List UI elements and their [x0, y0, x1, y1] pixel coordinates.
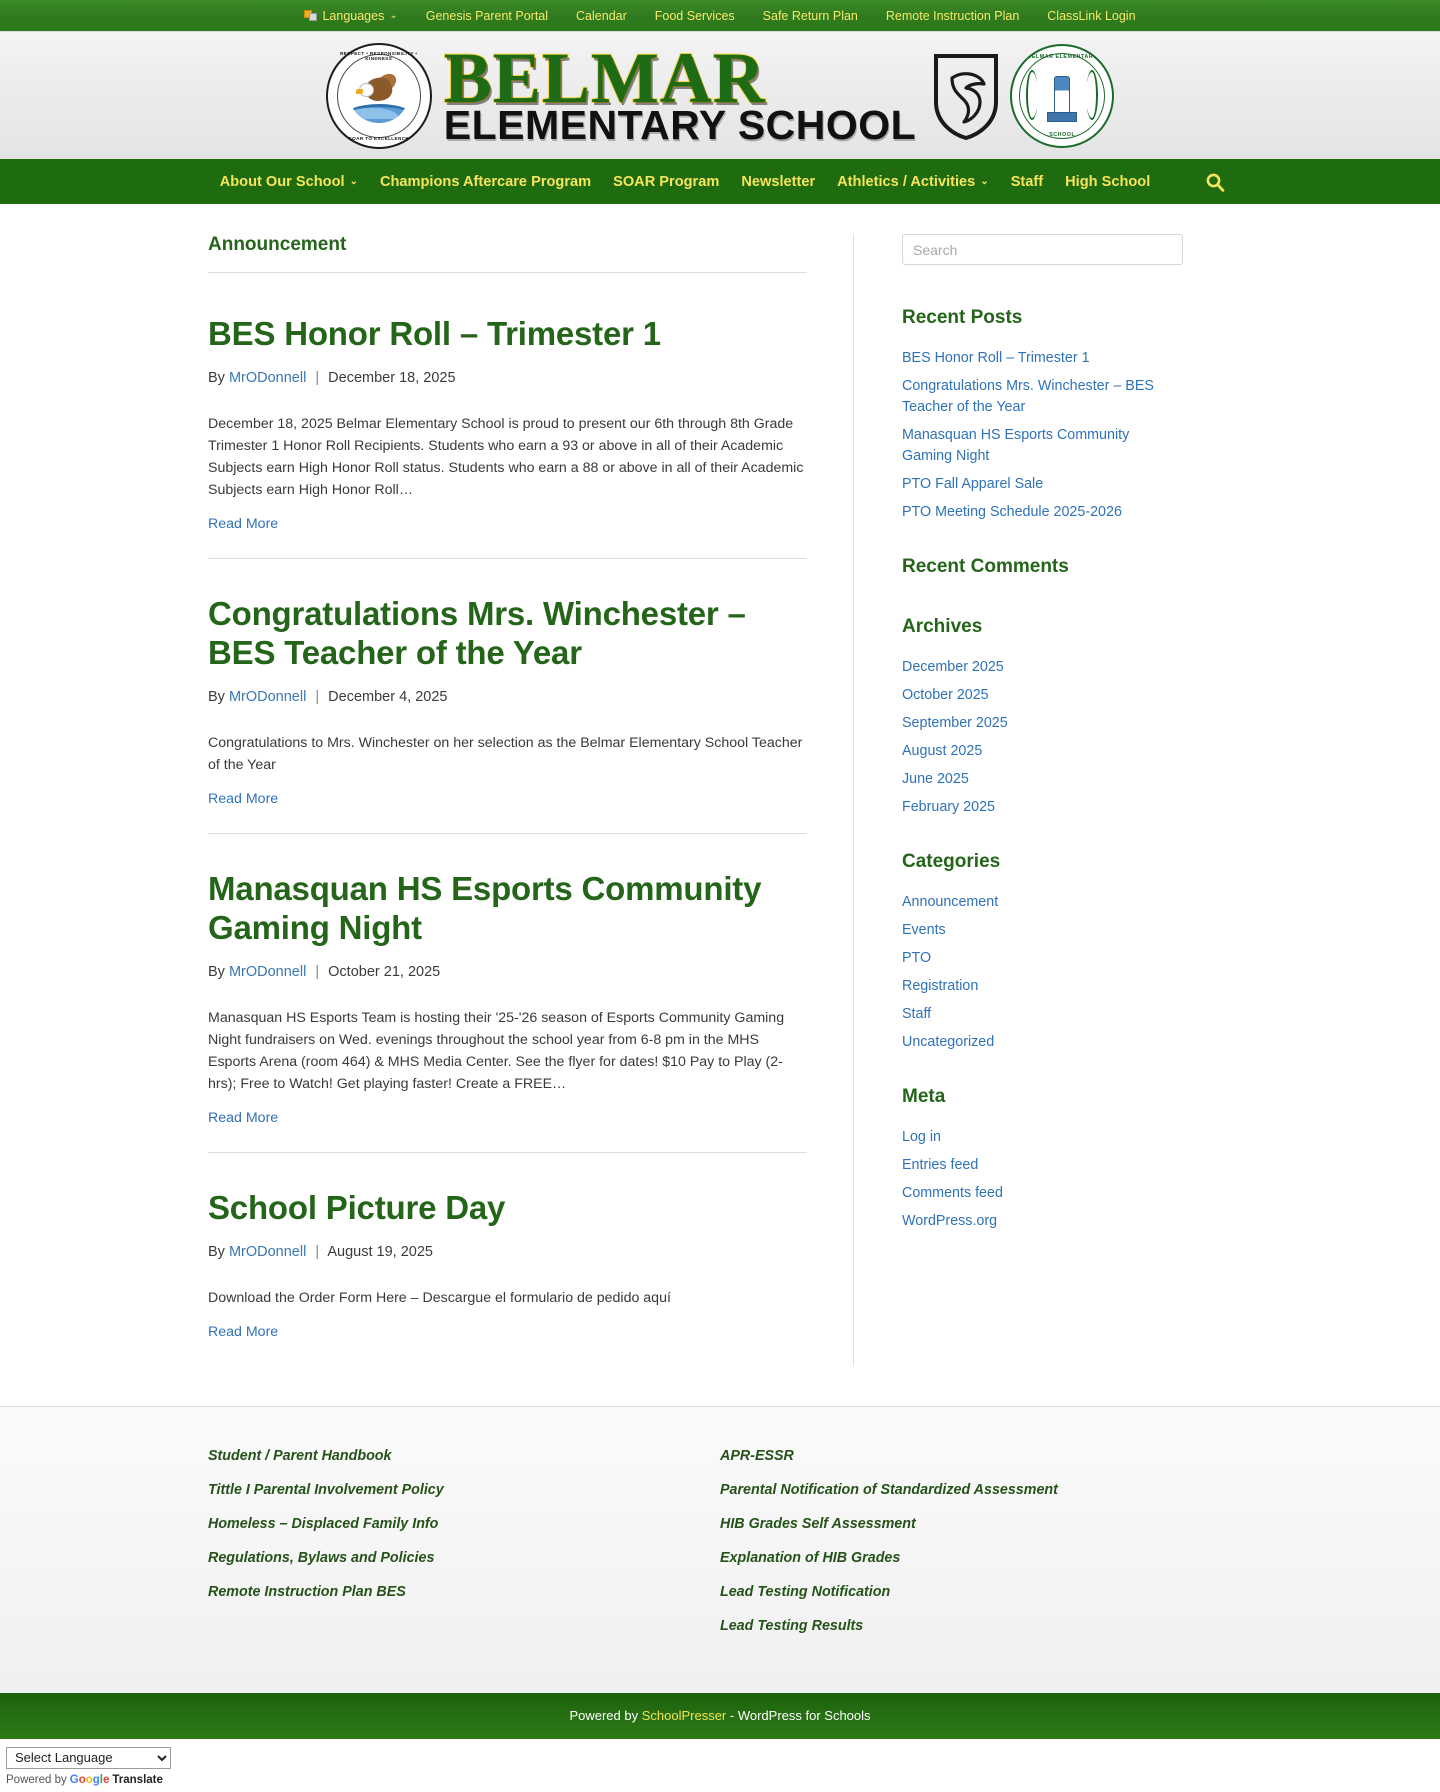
top-menu-item-food-services[interactable] — [655, 9, 735, 23]
footer-link[interactable]: Remote Instruction Plan BES — [208, 1583, 406, 1600]
widget-title: Recent Posts — [902, 307, 1023, 328]
list-item[interactable] — [720, 1515, 1202, 1532]
widget-recent-posts — [902, 307, 1183, 522]
list-item[interactable] — [902, 1126, 1183, 1147]
category-link[interactable]: Registration — [902, 978, 979, 995]
meta-link-comments-feed[interactable]: Comments feed — [902, 1185, 1003, 1202]
category-link[interactable]: Uncategorized — [902, 1034, 995, 1051]
nav-label[interactable]: Champions Aftercare Program — [379, 173, 592, 190]
by-label: By — [208, 963, 225, 980]
page-body — [0, 204, 1440, 1406]
widget-title: Categories — [902, 851, 1001, 873]
search-input[interactable] — [902, 234, 1183, 265]
footer-link[interactable]: Lead Testing Notification — [720, 1583, 891, 1600]
list-item[interactable] — [902, 891, 1183, 912]
widget-meta — [902, 1086, 1183, 1231]
recent-post-link[interactable]: Manasquan HS Esports Community Gaming Night — [902, 427, 1130, 465]
widget-title: Archives — [902, 616, 983, 638]
credit-suffix: - WordPress for Schools — [726, 1708, 871, 1724]
google-translate-widget — [0, 1739, 1440, 1792]
list-item[interactable] — [902, 656, 1183, 677]
nav-label: Athletics / Activities — [837, 173, 976, 190]
post-item — [208, 1152, 807, 1366]
schoolpresser-link[interactable]: SchoolPresser — [641, 1708, 727, 1724]
widget-title: Recent Comments — [902, 556, 1069, 578]
read-more-link[interactable]: Read More — [208, 790, 279, 807]
nav-item-soar-program[interactable] — [602, 174, 730, 190]
list-item[interactable] — [720, 1617, 1202, 1634]
seal-bottom-text: SOAR TO EXCELLENCE — [348, 135, 409, 141]
list-item[interactable] — [902, 1031, 1183, 1052]
footer-column-2 — [720, 1447, 1232, 1651]
recent-post-link[interactable]: BES Honor Roll – Trimester 1 — [902, 350, 1090, 366]
post-author-link[interactable]: MrODonnell — [228, 369, 307, 386]
top-menu-item-genesis[interactable] — [426, 9, 548, 23]
list-item[interactable] — [902, 712, 1183, 733]
translate-icon — [304, 10, 317, 22]
remote-instruction-plan-link[interactable]: Remote Instruction Plan — [885, 8, 1020, 23]
meta-link-wordpress-org[interactable]: WordPress.org — [902, 1213, 998, 1230]
recent-post-link[interactable]: PTO Fall Apparel Sale — [902, 476, 1044, 493]
nav-item-about-our-school[interactable] — [209, 174, 369, 190]
top-menu-label: Languages — [322, 8, 385, 23]
post-author-link[interactable]: MrODonnell — [228, 1243, 307, 1260]
widget-archives — [902, 616, 1183, 817]
post-meta — [208, 964, 807, 980]
list-item[interactable] — [902, 375, 1183, 417]
list-item[interactable] — [902, 1210, 1183, 1231]
meta-list — [902, 1126, 1183, 1231]
list-item[interactable] — [902, 473, 1183, 494]
archives-list — [902, 656, 1183, 817]
list-item[interactable] — [720, 1481, 1202, 1498]
top-utility-menu — [290, 9, 1149, 23]
nav-item-champions-aftercare-program[interactable] — [369, 174, 602, 190]
footer-link[interactable]: APR-ESSR — [720, 1447, 794, 1464]
list-item[interactable] — [208, 1549, 690, 1566]
category-link[interactable]: Events — [902, 922, 946, 939]
nav-item-newsletter[interactable] — [730, 174, 826, 190]
by-label: By — [208, 369, 225, 386]
credit-text — [569, 1708, 870, 1723]
meta-separator: | — [315, 963, 320, 980]
category-link[interactable]: PTO — [902, 950, 932, 967]
powered-by-label: Powered by — [6, 1773, 67, 1786]
list-item[interactable] — [902, 1182, 1183, 1203]
nav-item-high-school[interactable] — [1054, 174, 1161, 190]
list-item[interactable] — [720, 1447, 1202, 1464]
chevron-down-icon: ⌄ — [980, 175, 989, 187]
post-date: December 18, 2025 — [328, 369, 456, 386]
safe-return-plan-link[interactable]: Safe Return Plan — [762, 8, 858, 23]
footer-link[interactable]: Lead Testing Results — [720, 1617, 864, 1634]
meta-link-entries-feed[interactable]: Entries feed — [902, 1157, 979, 1174]
list-item[interactable] — [902, 501, 1183, 522]
list-item[interactable] — [208, 1447, 690, 1464]
sidebar — [853, 234, 1183, 1366]
post-date: December 4, 2025 — [328, 688, 448, 705]
site-logo[interactable] — [326, 37, 1114, 149]
list-item[interactable] — [208, 1515, 690, 1532]
nav-search-toggle[interactable] — [1199, 172, 1231, 192]
calendar-link[interactable]: Calendar — [576, 8, 627, 23]
school-name-secondary: ELEMENTARY SCHOOL — [443, 102, 917, 149]
food-services-link[interactable]: Food Services — [654, 8, 735, 23]
post-meta — [208, 1244, 807, 1260]
eagle-shield-icon — [930, 50, 1002, 142]
list-item[interactable] — [902, 424, 1183, 466]
nav-label[interactable]: High School — [1065, 173, 1151, 190]
list-item[interactable] — [902, 796, 1183, 817]
wordmark — [440, 37, 920, 149]
translate-attribution — [6, 1774, 1440, 1786]
list-item[interactable] — [208, 1481, 690, 1498]
by-label: By — [208, 1243, 225, 1260]
widget-title: Meta — [902, 1086, 946, 1108]
post-excerpt: Download the Order Form Here – Descargue el formulario de pedido aquí — [208, 1289, 671, 1306]
post-title[interactable]: Manasquan HS Esports Community Gaming Night — [208, 869, 762, 946]
list-item[interactable] — [902, 919, 1183, 940]
post-date: August 19, 2025 — [327, 1243, 433, 1260]
nav-label: About Our School — [219, 173, 345, 190]
nav-label[interactable]: Newsletter — [741, 173, 816, 190]
footer-link[interactable]: Explanation of HIB Grades — [720, 1549, 901, 1566]
archive-link[interactable]: September 2025 — [902, 715, 1008, 732]
primary-navigation — [0, 159, 1440, 204]
footer-column-1 — [208, 1447, 720, 1651]
recent-post-link[interactable]: PTO Meeting Schedule 2025-2026 — [902, 504, 1122, 521]
widget-recent-comments — [902, 556, 1183, 578]
district-seal-top-text: BELMAR ELEMENTARY — [1027, 53, 1098, 60]
list-item[interactable] — [720, 1549, 1202, 1566]
meta-link-login[interactable]: Log in — [902, 1129, 941, 1146]
post-item — [208, 558, 807, 833]
archive-link[interactable]: June 2025 — [902, 771, 969, 788]
post-author-link[interactable]: MrODonnell — [228, 963, 307, 980]
list-item[interactable] — [902, 947, 1183, 968]
footer-link[interactable]: HIB Grades Self Assessment — [720, 1515, 916, 1532]
read-more-link[interactable]: Read More — [208, 1109, 279, 1126]
nav-label[interactable]: SOAR Program — [613, 173, 720, 190]
main-content — [208, 234, 853, 1366]
categories-list — [902, 891, 1183, 1052]
list-item[interactable] — [902, 975, 1183, 996]
list-item[interactable] — [902, 740, 1183, 761]
read-more-link[interactable]: Read More — [208, 515, 279, 532]
top-menu-item-calendar[interactable] — [576, 9, 627, 23]
post-meta — [208, 370, 807, 386]
by-label: By — [208, 688, 225, 705]
post-excerpt: Manasquan HS Esports Team is hosting their '25-'26 season of Esports Community Gaming Night fundraisers on Wed. evenings throughout the school year from 6-8 pm in the MHS Esports Arena (room 464) & MHS Media Center. See the flyer for dates! $10 Pay to Play (2-hrs); Free to Watch! Get playing faster! Create a FREE… — [208, 1009, 785, 1092]
meta-separator: | — [315, 688, 320, 705]
top-menu-item-safe-return-plan[interactable] — [763, 9, 858, 23]
primary-nav-list — [209, 174, 1162, 190]
nav-item-athletics-activities[interactable] — [826, 174, 1000, 190]
language-select[interactable] — [6, 1747, 171, 1769]
list-item[interactable] — [902, 768, 1183, 789]
archive-link[interactable]: February 2025 — [902, 799, 995, 816]
languages-link[interactable] — [304, 9, 397, 23]
seal-top-text: RESPECT • RESPONSIBILITY • KINDNESS — [340, 50, 418, 61]
district-seal-bottom-text: SCHOOL — [1049, 131, 1076, 138]
title-divider — [208, 272, 807, 273]
recent-post-link[interactable]: Congratulations Mrs. Winchester – BES Teacher of the Year — [902, 378, 1154, 416]
school-seal-icon — [326, 43, 432, 149]
post-date: October 21, 2025 — [328, 963, 441, 980]
footer-link[interactable]: Homeless – Displaced Family Info — [208, 1515, 439, 1532]
school-name-primary: BELMAR — [443, 37, 766, 118]
widget-categories — [902, 851, 1183, 1052]
post-title[interactable]: BES Honor Roll – Trimester 1 — [208, 315, 661, 352]
category-link[interactable]: Announcement — [902, 894, 999, 911]
top-menu-item-languages[interactable] — [304, 9, 397, 23]
chevron-down-icon: ⌄ — [389, 9, 398, 21]
genesis-parent-portal-link[interactable]: Genesis Parent Portal — [425, 8, 549, 23]
post-item — [208, 833, 807, 1152]
nav-label[interactable]: Staff — [1010, 173, 1044, 190]
credit-prefix: Powered by — [569, 1708, 642, 1724]
read-more-link[interactable]: Read More — [208, 1323, 279, 1340]
list-item[interactable] — [208, 1583, 690, 1600]
meta-separator: | — [315, 1243, 320, 1260]
post-title[interactable]: School Picture Day — [208, 1188, 506, 1226]
footer-link[interactable]: Regulations, Bylaws and Policies — [208, 1549, 435, 1566]
footer-link[interactable]: Student / Parent Handbook — [208, 1447, 392, 1464]
list-item[interactable] — [902, 684, 1183, 705]
recent-posts-list — [902, 347, 1183, 522]
category-link[interactable]: Staff — [902, 1006, 932, 1023]
site-masthead — [0, 32, 1440, 159]
footer-link[interactable]: Parental Notification of Standardized Assessment — [720, 1481, 1058, 1498]
translate-label: Translate — [112, 1773, 163, 1786]
nav-item-staff[interactable] — [1000, 174, 1054, 190]
list-item[interactable] — [902, 347, 1183, 368]
footer-link[interactable]: Tittle I Parental Involvement Policy — [208, 1481, 444, 1498]
archive-link[interactable]: August 2025 — [902, 743, 983, 760]
district-seal-icon — [1010, 44, 1114, 148]
page-title: Announcement — [208, 234, 347, 255]
footer-links — [0, 1406, 1440, 1693]
google-logo: Google — [69, 1773, 110, 1786]
list-item[interactable] — [902, 1154, 1183, 1175]
post-meta — [208, 689, 807, 705]
post-item — [208, 315, 807, 558]
list-item[interactable] — [902, 1003, 1183, 1024]
archive-link[interactable]: December 2025 — [902, 659, 1004, 676]
meta-separator: | — [315, 369, 320, 386]
archive-link[interactable]: October 2025 — [902, 687, 989, 704]
post-author-link[interactable]: MrODonnell — [228, 688, 307, 705]
classlink-login-link[interactable]: ClassLink Login — [1047, 8, 1136, 23]
search-icon — [1205, 172, 1225, 192]
top-menu-item-remote-instruction-plan[interactable] — [886, 9, 1019, 23]
post-excerpt: December 18, 2025 Belmar Elementary School is proud to present our 6th through 8th Grade Trimester 1 Honor Roll Recipients. Students who earn a 93 or above in all of their Academic Subjects earn High Honor Roll status. Students who earn a 88 or above in all of their Academic Subjects earn High Honor Roll… — [208, 415, 804, 498]
post-title[interactable]: Congratulations Mrs. Winchester – BES Teacher of the Year — [208, 594, 746, 671]
top-utility-bar — [0, 0, 1440, 32]
list-item[interactable] — [720, 1583, 1202, 1600]
post-excerpt: Congratulations to Mrs. Winchester on her selection as the Belmar Elementary School Teacher of the Year — [208, 734, 803, 773]
top-menu-item-classlink-login[interactable] — [1047, 9, 1135, 23]
chevron-down-icon: ⌄ — [349, 175, 358, 187]
